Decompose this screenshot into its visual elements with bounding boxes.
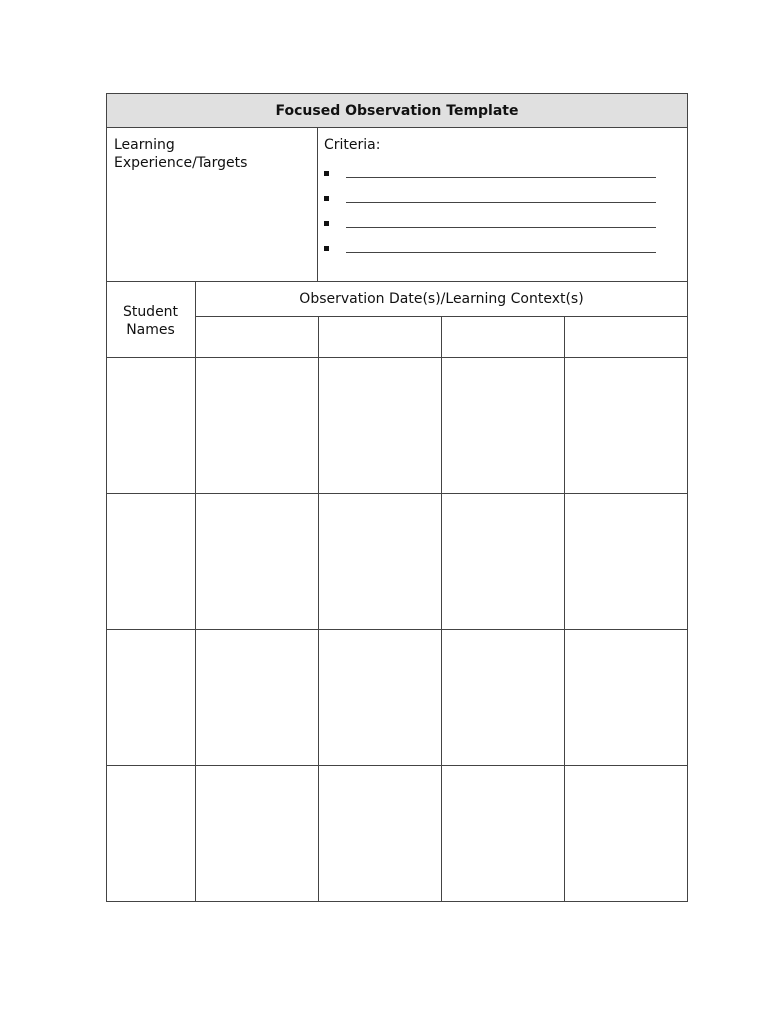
student-column-divider bbox=[195, 281, 196, 902]
observation-header: Observation Date(s)/Learning Context(s) bbox=[299, 291, 584, 307]
criteria-blank-line[interactable] bbox=[346, 227, 656, 228]
learning-label-line1: Learning bbox=[114, 137, 175, 153]
row-divider bbox=[106, 493, 688, 494]
criteria-label: Criteria: bbox=[324, 137, 381, 153]
learning-label-line2: Experience/Targets bbox=[114, 155, 248, 171]
criteria-blank-line[interactable] bbox=[346, 202, 656, 203]
column-divider bbox=[564, 316, 565, 902]
header-bottom-line bbox=[106, 357, 688, 358]
student-label-line2: Names bbox=[126, 322, 175, 338]
row-divider bbox=[106, 629, 688, 630]
student-names-header bbox=[106, 303, 195, 339]
column-divider bbox=[318, 316, 319, 902]
bullet-icon bbox=[324, 246, 329, 251]
bullet-icon bbox=[324, 196, 329, 201]
observation-grid bbox=[106, 281, 688, 902]
criteria-item bbox=[324, 192, 664, 206]
criteria-blank-line[interactable] bbox=[346, 252, 656, 253]
top-divider bbox=[317, 127, 318, 282]
criteria-blank-line[interactable] bbox=[346, 177, 656, 178]
student-label-line1: Student bbox=[122, 304, 179, 320]
form-title: Focused Observation Template bbox=[106, 93, 688, 128]
bullet-icon bbox=[324, 221, 329, 226]
column-divider bbox=[441, 316, 442, 902]
criteria-item bbox=[324, 217, 664, 231]
criteria-item bbox=[324, 167, 664, 181]
criteria-item bbox=[324, 242, 664, 256]
learning-label bbox=[114, 136, 247, 172]
bullet-icon bbox=[324, 171, 329, 176]
row-divider bbox=[106, 765, 688, 766]
